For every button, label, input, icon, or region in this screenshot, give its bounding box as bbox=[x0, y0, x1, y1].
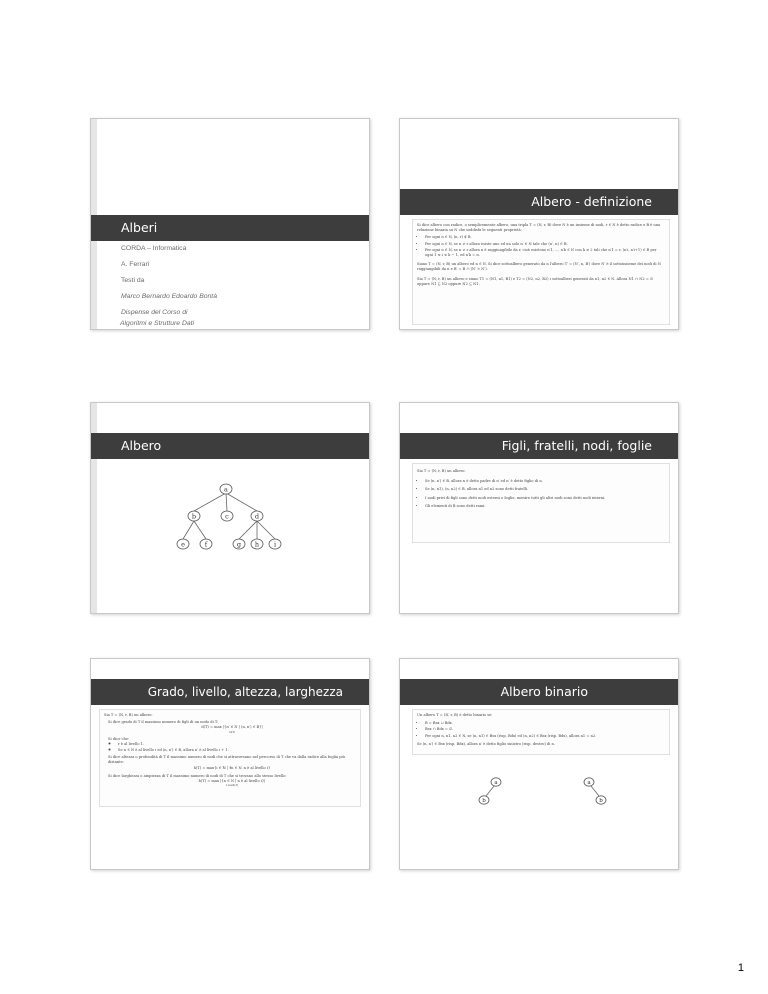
slide-title: Grado, livello, altezza, larghezza bbox=[91, 679, 369, 705]
tree-diagram bbox=[91, 403, 369, 613]
tree-node-label: c bbox=[225, 512, 229, 521]
subtree-theorem: Sia T = (N, r, B) un albero e siano T1 = (N1, n1, B1) e T2 = (N2, n2, B2) i sottoalberi generati da n1, n2 ∈ N. Allora N1 ∩ N2 = ∅ oppure N1 ⊆ N2 oppure N2 ⊆ N1. bbox=[417, 276, 654, 286]
subtree-definition: Siano T = (N, r, B) un albero ed n ∈ N. Si dice sottoalbero generato da n l'albero T′ = (N′, n, B′) dove N′ è il sottoinsieme dei nodi di N raggiungibili da n e B′ = B ∩ (N′ × N′). bbox=[417, 262, 661, 272]
tree-node-label: h bbox=[254, 540, 260, 549]
tree-node-label: f bbox=[204, 540, 208, 549]
tree-node-label: e bbox=[181, 540, 185, 549]
slide-title: Albero bbox=[91, 433, 369, 459]
slide-title: Albero binario bbox=[400, 679, 678, 705]
grade-formula-subscript: n∈N bbox=[229, 730, 235, 734]
source-course-label: Dispense del Corso di bbox=[121, 309, 188, 316]
definition-box bbox=[99, 709, 361, 807]
level-item: ◦ Se n ∈ N è al livello i ed (n, n′) ∈ B, allora n′ è al livello i + 1. bbox=[118, 748, 356, 753]
grade-definition: Si dice grado di T il massimo numero di figli di un nodo di T: bbox=[108, 720, 219, 725]
tree-edge bbox=[257, 521, 275, 539]
slide-figli-fratelli bbox=[399, 402, 679, 614]
height-definition: Si dice altezza o profondità di T il massimo numero di nodi che si attraversano nel percorso di T che va dalla radice alla foglia più distante: bbox=[108, 755, 345, 765]
tree-edge bbox=[194, 521, 206, 539]
tree-edge bbox=[226, 493, 227, 511]
left-child-edge bbox=[486, 786, 494, 796]
definition-item: • Se (n, n1), (n, n2) ∈ B, allora n1 ed n2 sono detti fratelli. bbox=[425, 487, 665, 492]
tree-node-label: a bbox=[224, 485, 228, 494]
width-definition: Si dice larghezza o ampiezza di T il massimo numero di nodi di T che si trovano allo stesso livello: bbox=[108, 773, 287, 778]
slide-alberi bbox=[90, 118, 370, 330]
height-formula: h(T) = max{i ∈ ℕ | ∃n ∈ N. n è al livello i} bbox=[193, 765, 271, 770]
slide-title: Albero - definizione bbox=[400, 189, 678, 215]
tree-node-label: i bbox=[273, 540, 277, 549]
definition-item bbox=[108, 737, 356, 754]
level-definition: Si dice che: bbox=[108, 736, 130, 741]
source-course-name: Algoritmi e Strutture Dati bbox=[120, 320, 195, 327]
tree-node-label: b bbox=[599, 798, 603, 804]
slide-albero-binario bbox=[399, 658, 679, 870]
definition-item bbox=[108, 755, 356, 771]
level-list bbox=[108, 742, 356, 753]
definition-item: • Bsx ∩ Bdx = ∅. bbox=[425, 727, 665, 732]
source-authors: Marco Bernardo Edoardo Bontà bbox=[121, 293, 217, 300]
slide-albero bbox=[90, 402, 370, 614]
intro-text: Sia T = (N, r, B) un albero: bbox=[417, 469, 466, 473]
tree-edge bbox=[239, 521, 257, 539]
definition-list bbox=[417, 479, 665, 509]
child-definition: Se (n, n′) ∈ Bsx (risp. Bdx), allora n′ è detto figlio sinistro (risp. destro) di n. bbox=[417, 741, 555, 746]
right-child-edge bbox=[591, 786, 599, 796]
definition-item: • Per ogni n ∈ N, se n ≠ r allora esiste uno ed un solo n′ ∈ N tale che (n′, n) ∈ B. bbox=[425, 242, 665, 247]
tree-edge bbox=[183, 521, 194, 539]
grade-formula: d(T) = max |{n′ ∈ N | (n, n′) ∈ B}| bbox=[201, 725, 263, 730]
binary-tree-examples bbox=[400, 659, 678, 869]
definition-item: • Se (n, n′) ∈ B, allora n è detto padre di n′ ed n′ è detto figlio di n. bbox=[425, 479, 665, 484]
definition-item: • Per ogni n, n1, n2 ∈ N, se (n, n1) ∈ Bsx (risp. Bdx) ed (n, n2) ∈ Bsx (risp. Bdx), allora n1 = n2. bbox=[425, 734, 665, 739]
intro-text: Sia T = (N, r, B) un albero: bbox=[104, 713, 153, 717]
tree-node-label: g bbox=[236, 540, 242, 549]
definition-list bbox=[417, 235, 665, 258]
slide-grado-livello bbox=[90, 658, 370, 870]
definition-item: • Per ogni n ∈ N, (n, r) ∉ B. bbox=[425, 235, 665, 240]
page-number: 1 bbox=[737, 962, 744, 974]
tree-node-label: d bbox=[254, 512, 260, 521]
tree-node-label: b bbox=[191, 512, 197, 521]
slide-title: Figli, fratelli, nodi, foglie bbox=[400, 433, 678, 459]
definition-item: • Gli elementi di B sono detti rami. bbox=[425, 504, 665, 509]
definition-item: • Per ogni n ∈ N, se n ≠ r allora n è raggiungibile da r, cioè esistono n′1, ..., n′k ∈ N con k ≥ 2 tali che n′1 = r, (n′i, n′i+1) ∈ B per ogni 1 ≤ i ≤ k − 1, ed n′k = n. bbox=[425, 248, 665, 258]
tree-edge bbox=[194, 493, 226, 511]
definition-item bbox=[108, 774, 356, 787]
slide-title: Alberi bbox=[91, 215, 369, 241]
author-line: A. Ferrari bbox=[121, 261, 150, 268]
width-formula: b(T) = max |{n ∈ N | n è al livello i}| bbox=[198, 779, 266, 784]
definition-box bbox=[412, 219, 670, 325]
definition-item bbox=[108, 720, 356, 733]
intro-text: Un albero T = (N, r, B) è detto binario se: bbox=[417, 713, 493, 717]
width-formula-subscript: 1≤i≤h(T) bbox=[225, 784, 239, 788]
definition-list bbox=[104, 720, 356, 787]
slide-albero-definizione bbox=[399, 118, 679, 330]
course-line: CORDA – Informatica bbox=[121, 245, 187, 252]
tree-node-label: a bbox=[587, 780, 591, 786]
level-item: ◦ r è al livello 1. bbox=[118, 742, 356, 747]
tree-node-label: a bbox=[494, 780, 498, 786]
definition-item: • B = Bsx ∪ Bdx. bbox=[425, 721, 665, 726]
source-label: Testi da bbox=[121, 277, 145, 284]
tree-edge bbox=[226, 493, 257, 511]
definition-box bbox=[412, 463, 670, 543]
tree-node-label: b bbox=[482, 798, 486, 804]
definition-item: • I nodi privi di figli sono detti nodi esterni o foglie, mentre tutti gli altri nodi sono detti nodi interni. bbox=[425, 496, 665, 501]
definition-intro: Si dice albero con radice, o semplicemente albero, una tripla T = (N, r, B) dove N è un insieme di nodi, r ∈ N è detto radice e B è una relazione binaria su N che soddisfa le seguenti proprietà: bbox=[417, 223, 661, 233]
